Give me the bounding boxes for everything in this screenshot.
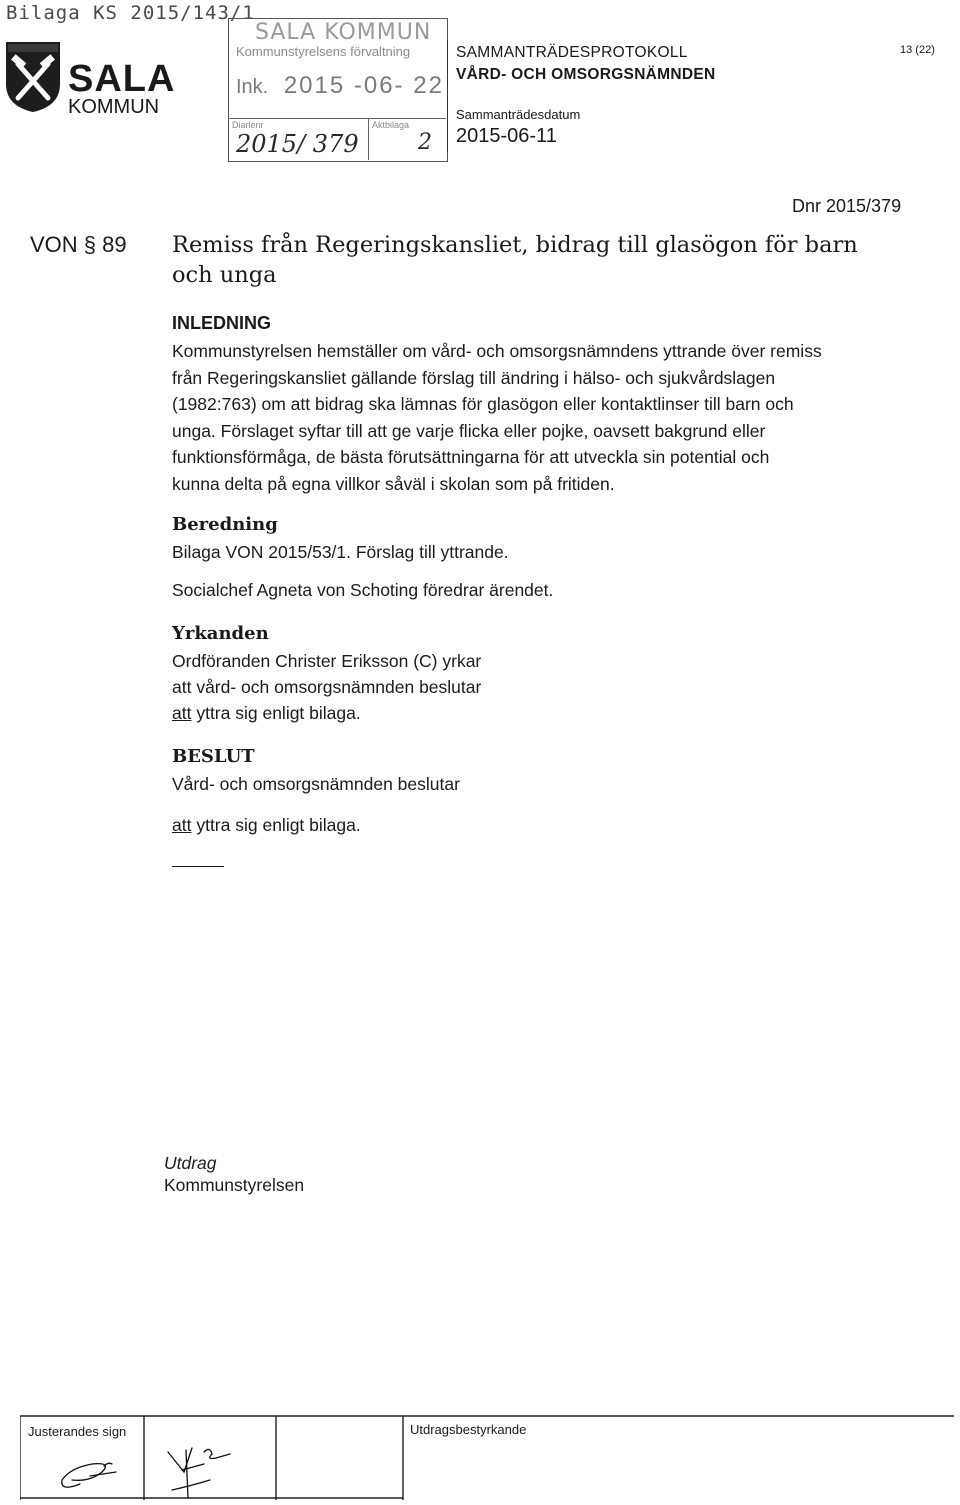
- stamp-title: SALA KOMMUN: [255, 20, 432, 45]
- paragraph-number: VON § 89: [30, 232, 127, 257]
- yrkanden-line3: [172, 700, 361, 726]
- beslut-line1: Vård- och omsorgsnämnden beslutar: [172, 774, 460, 794]
- sala-coat-of-arms-logo: [4, 40, 62, 114]
- section-heading-beslut: BESLUT: [172, 746, 255, 767]
- section-heading-inledning: INLEDNING: [172, 313, 271, 333]
- meeting-date: 2015-06-11: [456, 125, 557, 147]
- att-underlined: att: [172, 703, 192, 723]
- header-divider: [447, 40, 448, 152]
- stamp-divider: [228, 118, 446, 119]
- beredning-line2: Socialchef Agneta von Schoting föredrar ärendet.: [172, 580, 554, 600]
- stamp-ink-date: [236, 72, 444, 100]
- section-heading-beredning: Beredning: [172, 514, 278, 535]
- stamp-diarienr-label: Diarienr: [232, 120, 264, 130]
- beredning-line1: Bilaga VON 2015/53/1. Förslag till yttrande.: [172, 542, 509, 562]
- inledning-line: unga. Förslaget syftar till att ge varje flicka eller pojke, oavsett bakgrund eller: [172, 420, 766, 441]
- beslut-line2-rest: yttra sig enligt bilaga.: [191, 815, 361, 835]
- inledning-line: funktionsförmåga, de bästa förutsättningarna för att utveckla sin potential och: [172, 447, 770, 467]
- stamp-aktbilaga: 2: [418, 130, 432, 155]
- utdragsbestyrkande-label: Utdragsbestyrkande: [410, 1422, 527, 1437]
- page-number: 13 (22): [900, 44, 935, 56]
- handwritten-signature: [62, 1448, 230, 1498]
- inledning-line: från Regeringskansliet gällande förslag till ändring i hälso- och sjukvårdslagen: [172, 367, 776, 388]
- stamp-divider-vertical: [368, 118, 369, 160]
- meeting-date-label: Sammanträdesdatum: [456, 107, 581, 122]
- protocol-title: SAMMANTRÄDESPROTOKOLL: [456, 44, 688, 61]
- logo-name: SALA: [68, 58, 176, 100]
- beslut-line2: [172, 812, 361, 838]
- board-name: VÅRD- OCH OMSORGSNÄMNDEN: [456, 66, 716, 83]
- paragraph-title-line1: Remiss från Regeringskansliet, bidrag till glasögon för barn: [172, 232, 858, 258]
- inledning-line: (1982:763) om att bidrag ska lämnas för glasögon eller kontaktlinser till barn och: [172, 394, 794, 414]
- paragraph-title-line2: och unga: [172, 262, 277, 288]
- yrkanden-line2: att vård- och omsorgsnämnden beslutar: [172, 677, 482, 697]
- section-heading-yrkanden: Yrkanden: [172, 623, 269, 644]
- yrkanden-line3-rest: yttra sig enligt bilaga.: [191, 703, 361, 723]
- inledning-text: [172, 338, 932, 497]
- logo-sub: KOMMUN: [68, 96, 160, 118]
- utdrag-recipient: Kommunstyrelsen: [164, 1175, 305, 1195]
- att-underlined: att: [172, 815, 192, 835]
- stamp-ink-value: 2015 -06- 22: [283, 72, 444, 99]
- stamp-ink-label: Ink.: [236, 76, 269, 98]
- justerandes-sign-label: Justerandes sign: [28, 1424, 127, 1439]
- corner-note: Bilaga KS 2015/143/1: [6, 2, 255, 24]
- stamp-diarienr: 2015/ 379: [236, 130, 359, 158]
- yrkanden-line1: Ordföranden Christer Eriksson (C) yrkar: [172, 651, 482, 671]
- paragraph-title: [172, 230, 858, 290]
- inledning-line: kunna delta på egna villkor såväl i skolan som på fritiden.: [172, 473, 615, 494]
- inledning-line: Kommunstyrelsen hemställer om vård- och omsorgsnämndens yttrande över remiss: [172, 341, 822, 361]
- end-rule: [172, 866, 224, 867]
- diary-number: Dnr 2015/379: [792, 196, 902, 216]
- stamp-aktbilaga-label: Aktbilaga: [372, 120, 410, 130]
- utdrag-label: Utdrag: [164, 1153, 217, 1173]
- stamp-org: Kommunstyrelsens förvaltning: [236, 44, 411, 59]
